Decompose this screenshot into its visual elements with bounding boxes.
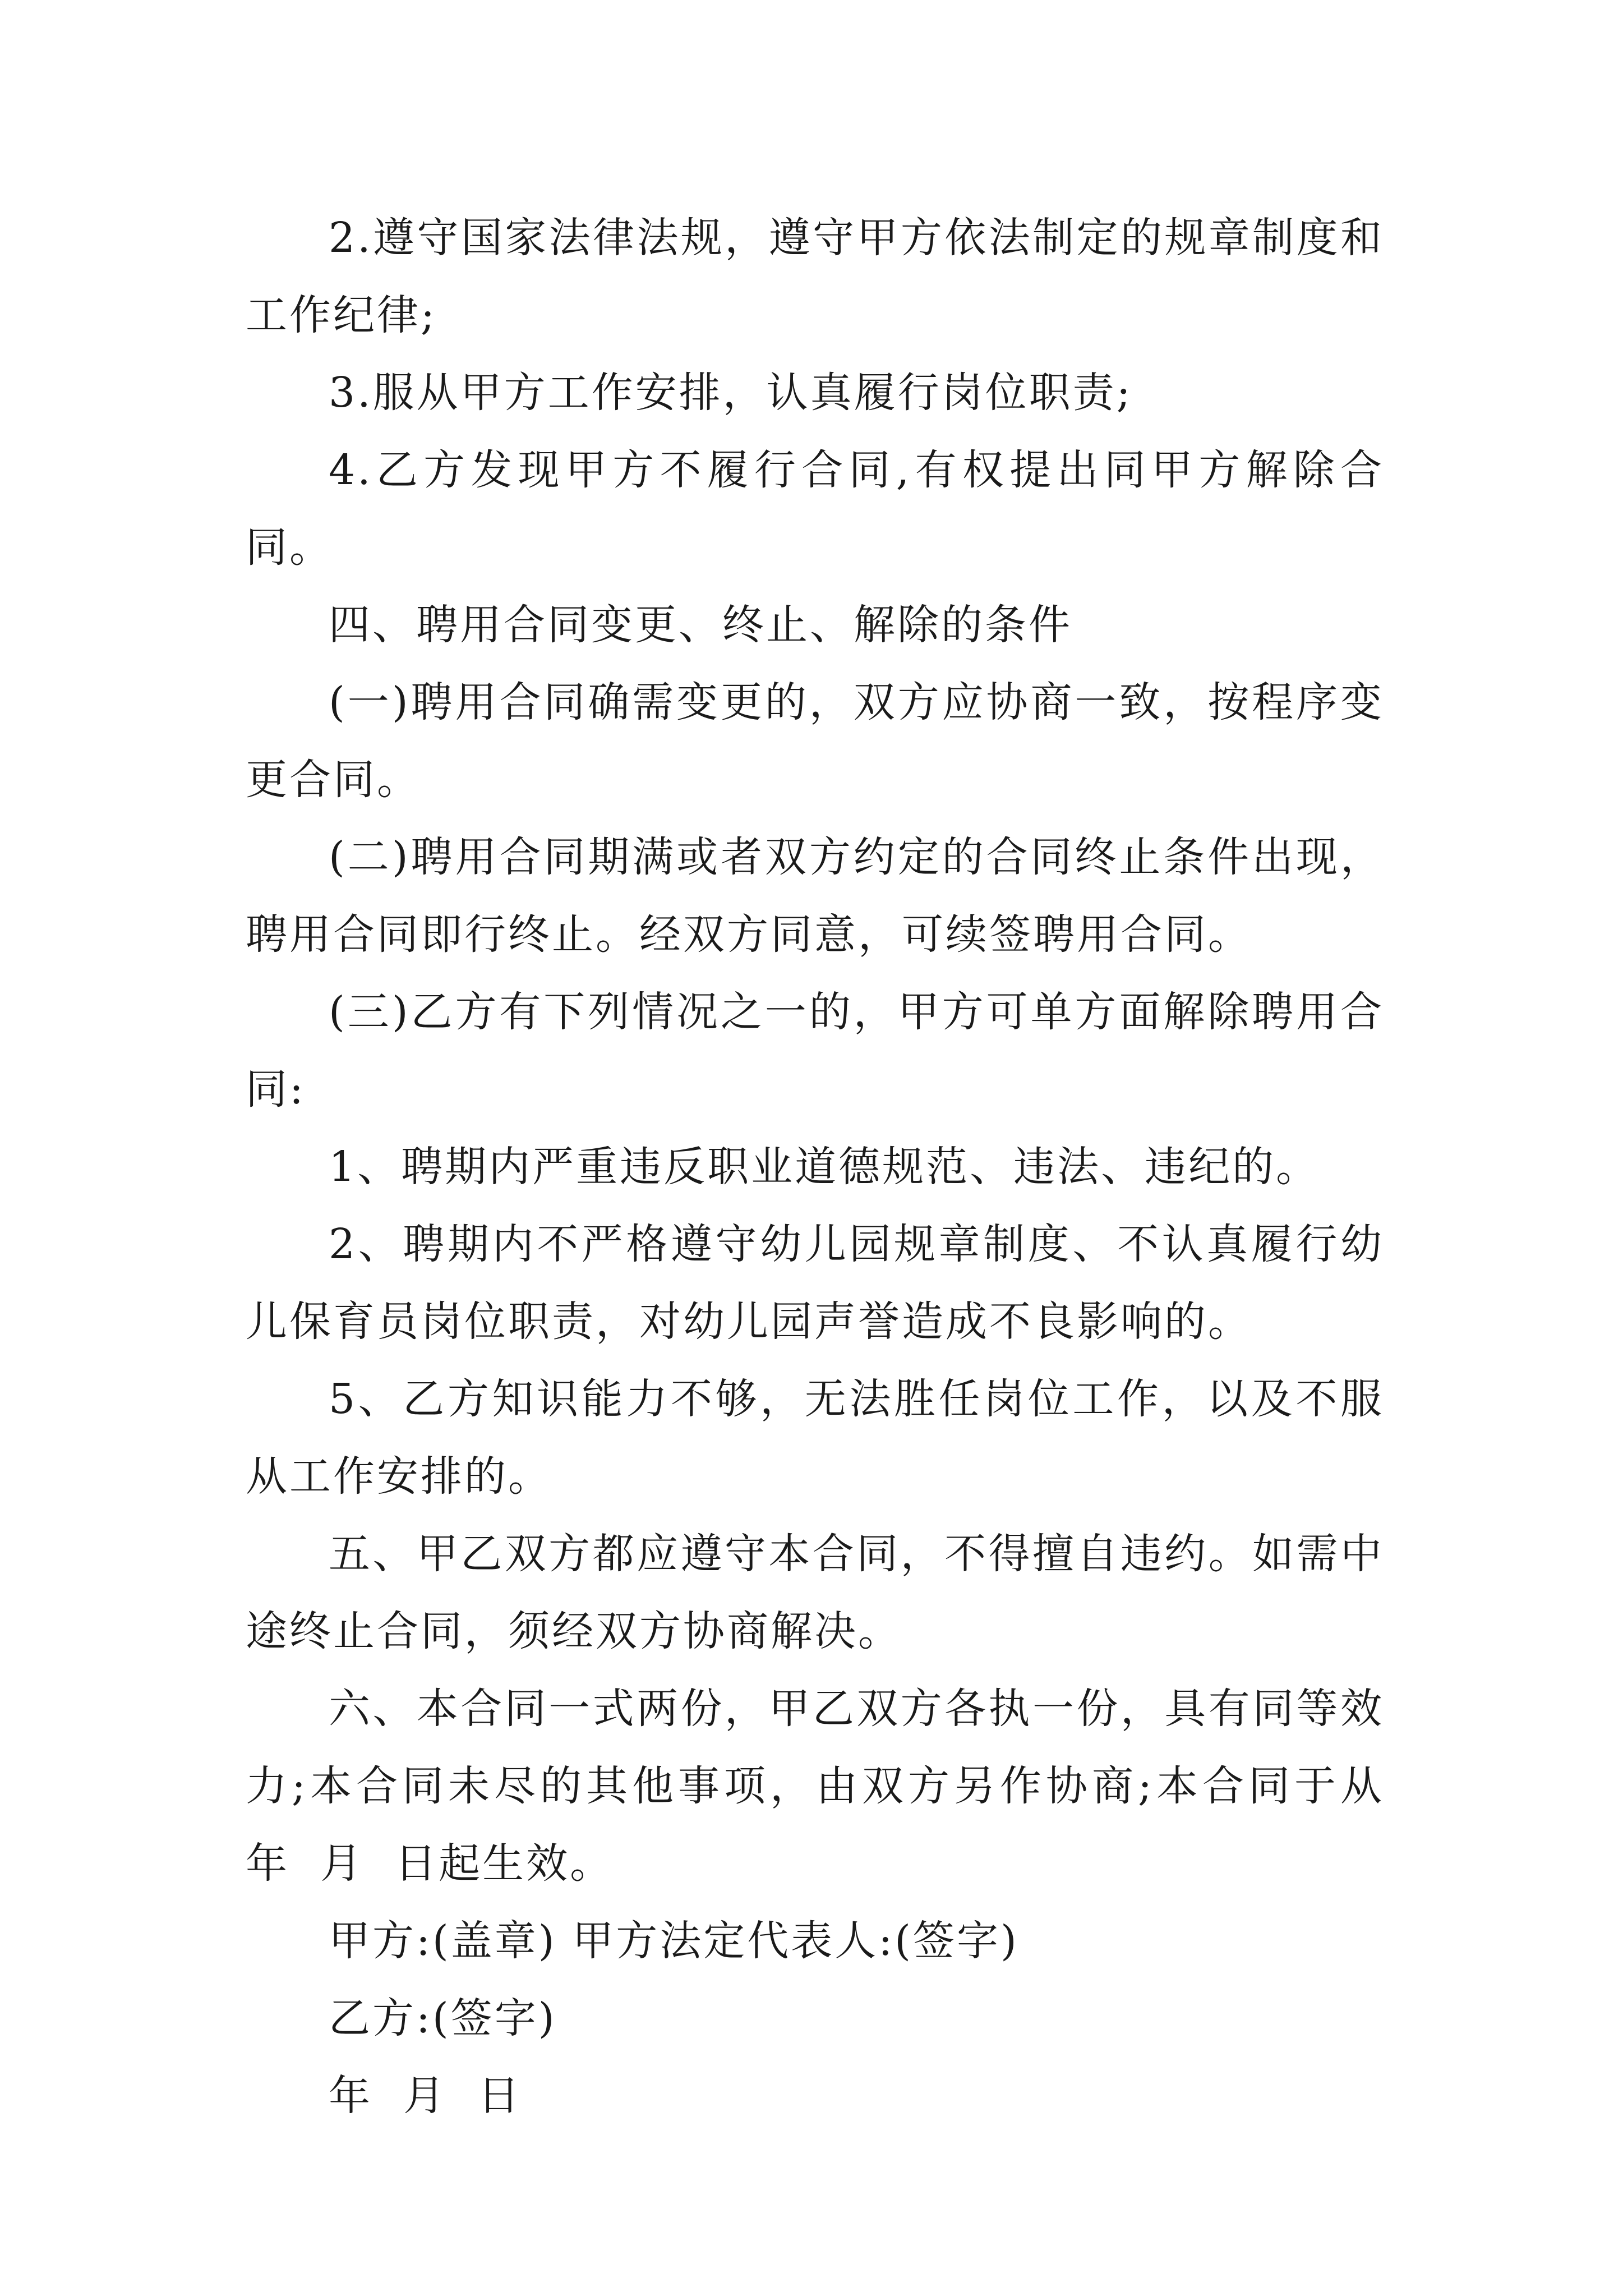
clause-2-obey-laws: 2.遵守国家法律法规，遵守甲方依法制定的规章制度和工作纪律; bbox=[246, 214, 1384, 339]
section-5-compliance: 五、甲乙双方都应遵守本合同，不得擅自违约。如需中途终止合同，须经双方协商解决。 bbox=[246, 1530, 1384, 1655]
clause-contract-expiry: (二)聘用合同期满或者双方约定的合同终止条件出现，聘用合同即行终止。经双方同意，可续签聘用合同。 bbox=[246, 833, 1384, 959]
clause-3-follow-arrangements: 3.服从甲方工作安排，认真履行岗位职责; bbox=[329, 369, 1133, 417]
party-a-signature-line: 甲方:(盖章) 甲方法定代表人:(签字) bbox=[329, 1917, 1019, 1965]
party-b-signature-line: 乙方:(签字) bbox=[329, 1994, 557, 2042]
clause-unilateral-termination: (三)乙方有下列情况之一的，甲方可单方面解除聘用合同: bbox=[246, 988, 1384, 1114]
termination-item-1: 1、聘期内严重违反职业道德规范、违法、违纪的。 bbox=[329, 1143, 1320, 1191]
termination-item-2: 2、聘期内不严格遵守幼儿园规章制度、不认真履行幼儿保育员岗位职责，对幼儿园声誉造成不良影响的。 bbox=[246, 1220, 1384, 1346]
clause-4-terminate-right: 4.乙方发现甲方不履行合同,有权提出同甲方解除合同。 bbox=[246, 446, 1384, 572]
section-4-heading: 四、聘用合同变更、终止、解除的条件 bbox=[329, 601, 1072, 649]
section-6-copies-effective: 六、本合同一式两份，甲乙双方各执一份，具有同等效力;本合同未尽的其他事项，由双方另作协商;本合同于从 年 月 日起生效。 bbox=[246, 1685, 1400, 1888]
date-line: 年 月 日 bbox=[329, 2072, 522, 2120]
termination-item-5: 5、乙方知识能力不够，无法胜任岗位工作，以及不服从工作安排的。 bbox=[246, 1375, 1384, 1501]
contract-body bbox=[246, 199, 1400, 2134]
clause-change-contract: (一)聘用合同确需变更的，双方应协商一致，按程序变更合同。 bbox=[246, 678, 1384, 804]
